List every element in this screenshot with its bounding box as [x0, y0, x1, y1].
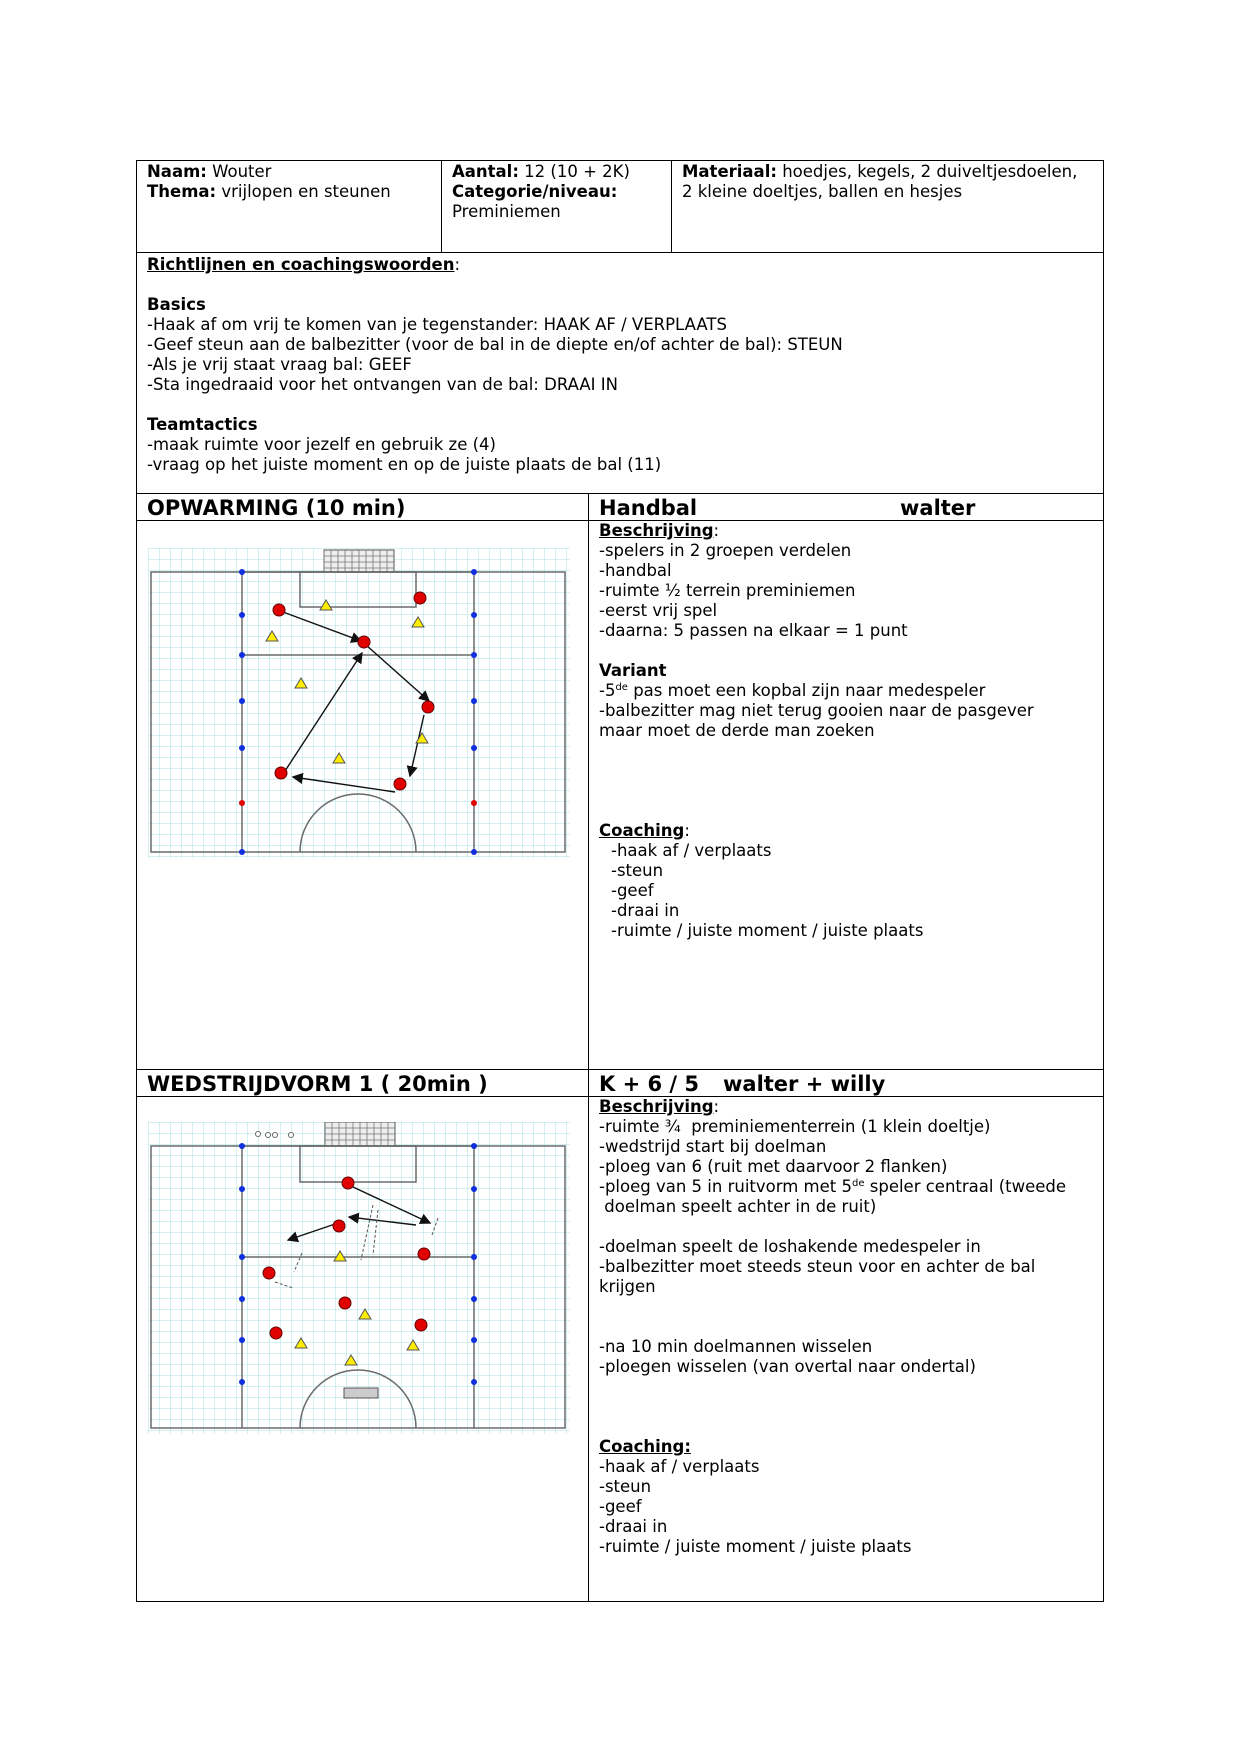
match1-coaching-line: -geef	[599, 1497, 642, 1516]
warmup-coaching-line: -steun	[611, 861, 664, 880]
match1-description-colon: :	[713, 1097, 720, 1116]
naam-value: Wouter	[206, 162, 272, 181]
match1-title-cell	[136, 1070, 588, 1098]
variant-prefix: -5	[599, 681, 616, 700]
warmup-diagram	[148, 548, 570, 858]
warmup-trainer: walter	[900, 496, 976, 520]
match1-description-line: -ruimte ¾ preminiementerrein (1 klein doeltje)	[599, 1117, 991, 1136]
match1-coaching-line: -steun	[599, 1477, 652, 1496]
basics-line: -Haak af om vrij te komen van je tegenstander: HAAK AF / VERPLAATS	[147, 315, 727, 334]
small-goal	[344, 1388, 378, 1398]
basics-line: -Sta ingedraaid voor het ontvangen van de bal: DRAAI IN	[147, 375, 618, 394]
ruit-sup: de	[852, 1178, 865, 1189]
match1-description-line: -ploegen wisselen (van overtal naar ondertal)	[599, 1357, 976, 1376]
categorie-label: Categorie/niveau:	[452, 182, 618, 201]
match1-diagram	[148, 1122, 570, 1434]
guidelines-title: Richtlijnen en coachingswoorden	[147, 255, 455, 274]
materiaal-value-1: hoedjes, kegels, 2 duiveltjesdoelen,	[776, 162, 1078, 181]
warmup-coaching-line: -haak af / verplaats	[611, 841, 772, 860]
basics-line: -Geef steun aan de balbezitter (voor de bal in de diepte en/of achter de bal): STEUN	[147, 335, 843, 354]
warmup-coaching-colon: :	[684, 821, 690, 840]
categorie-value: Preminiemen	[452, 202, 561, 221]
warmup-coaching-line: -geef	[611, 881, 654, 900]
match1-description-cell	[588, 1097, 1104, 1559]
match1-trainer: walter + willy	[723, 1072, 886, 1096]
match1-description-line: -na 10 min doelmannen wisselen	[599, 1337, 873, 1356]
warmup-description-title: Beschrijving	[599, 521, 714, 540]
header-count-cell	[441, 160, 671, 224]
guidelines-cell	[136, 253, 1104, 477]
match1-name-cell	[588, 1070, 1104, 1098]
basics-title: Basics	[147, 295, 206, 314]
warmup-name: Handbal	[599, 496, 698, 520]
header-material-cell	[671, 160, 1104, 204]
thema-label: Thema:	[147, 182, 217, 201]
variant-line: -balbezitter mag niet terug gooien naar de pasgever	[599, 701, 1034, 720]
warmup-title: OPWARMING (10 min)	[147, 496, 406, 520]
materiaal-value-2: 2 kleine doeltjes, ballen en hesjes	[682, 182, 963, 201]
warmup-coaching-title: Coaching	[599, 821, 685, 840]
warmup-description-line: -spelers in 2 groepen verdelen	[599, 541, 852, 560]
warmup-coaching-line: -ruimte / juiste moment / juiste plaats	[611, 921, 924, 940]
guidelines-colon: :	[454, 255, 461, 274]
variant-rest: pas moet een kopbal zijn naar medespeler	[627, 681, 986, 700]
naam-label: Naam:	[147, 162, 207, 181]
match1-description-line: krijgen	[599, 1277, 656, 1296]
teamtactics-line: -maak ruimte voor jezelf en gebruik ze (4)	[147, 435, 496, 454]
aantal-value: 12 (10 + 2K)	[518, 162, 630, 181]
match1-description-line: -doelman speelt de loshakende medespeler in	[599, 1237, 981, 1256]
warmup-description-line: -handbal	[599, 561, 672, 580]
variant-title: Variant	[599, 661, 667, 680]
ruit-rest: speler centraal (tweede	[864, 1177, 1067, 1196]
match1-name: K + 6 / 5	[599, 1072, 700, 1096]
match1-coaching-title: Coaching:	[599, 1437, 691, 1456]
warmup-description-line: -ruimte ½ terrein preminiemen	[599, 581, 856, 600]
header-name-cell	[136, 160, 441, 204]
aantal-label: Aantal:	[452, 162, 519, 181]
warmup-description-cell	[588, 521, 1104, 943]
variant-line: maar moet de derde man zoeken	[599, 721, 875, 740]
match1-coaching-line: -ruimte / juiste moment / juiste plaats	[599, 1537, 912, 1556]
teamtactics-line: -vraag op het juiste moment en op de juiste plaats de bal (11)	[147, 455, 662, 474]
teamtactics-title: Teamtactics	[147, 415, 258, 434]
match1-description-line: -balbezitter moet steeds steun voor en achter de bal	[599, 1257, 1036, 1276]
match1-coaching-line: -haak af / verplaats	[599, 1457, 760, 1476]
warmup-description-line: -daarna: 5 passen na elkaar = 1 punt	[599, 621, 908, 640]
warmup-coaching-line: -draai in	[611, 901, 680, 920]
warmup-description-colon: :	[713, 521, 720, 540]
warmup-name-cell	[588, 494, 1104, 522]
materiaal-label: Materiaal:	[682, 162, 777, 181]
match1-description-title: Beschrijving	[599, 1097, 714, 1116]
warmup-description-line: -eerst vrij spel	[599, 601, 718, 620]
match1-description-line: -wedstrijd start bij doelman	[599, 1137, 827, 1156]
ruit-line2: doelman speelt achter in de ruit)	[599, 1197, 877, 1216]
basics-line: -Als je vrij staat vraag bal: GEEF	[147, 355, 412, 374]
warmup-title-cell	[136, 494, 588, 522]
ruit-prefix: -ploeg van 5 in ruitvorm met 5	[599, 1177, 852, 1196]
variant-sup: de	[615, 682, 628, 693]
match1-description-line: -ploeg van 6 (ruit met daarvoor 2 flanken)	[599, 1157, 948, 1176]
thema-value: vrijlopen en steunen	[216, 182, 391, 201]
match1-coaching-line: -draai in	[599, 1517, 668, 1536]
match1-title: WEDSTRIJDVORM 1 ( 20min )	[147, 1072, 488, 1096]
